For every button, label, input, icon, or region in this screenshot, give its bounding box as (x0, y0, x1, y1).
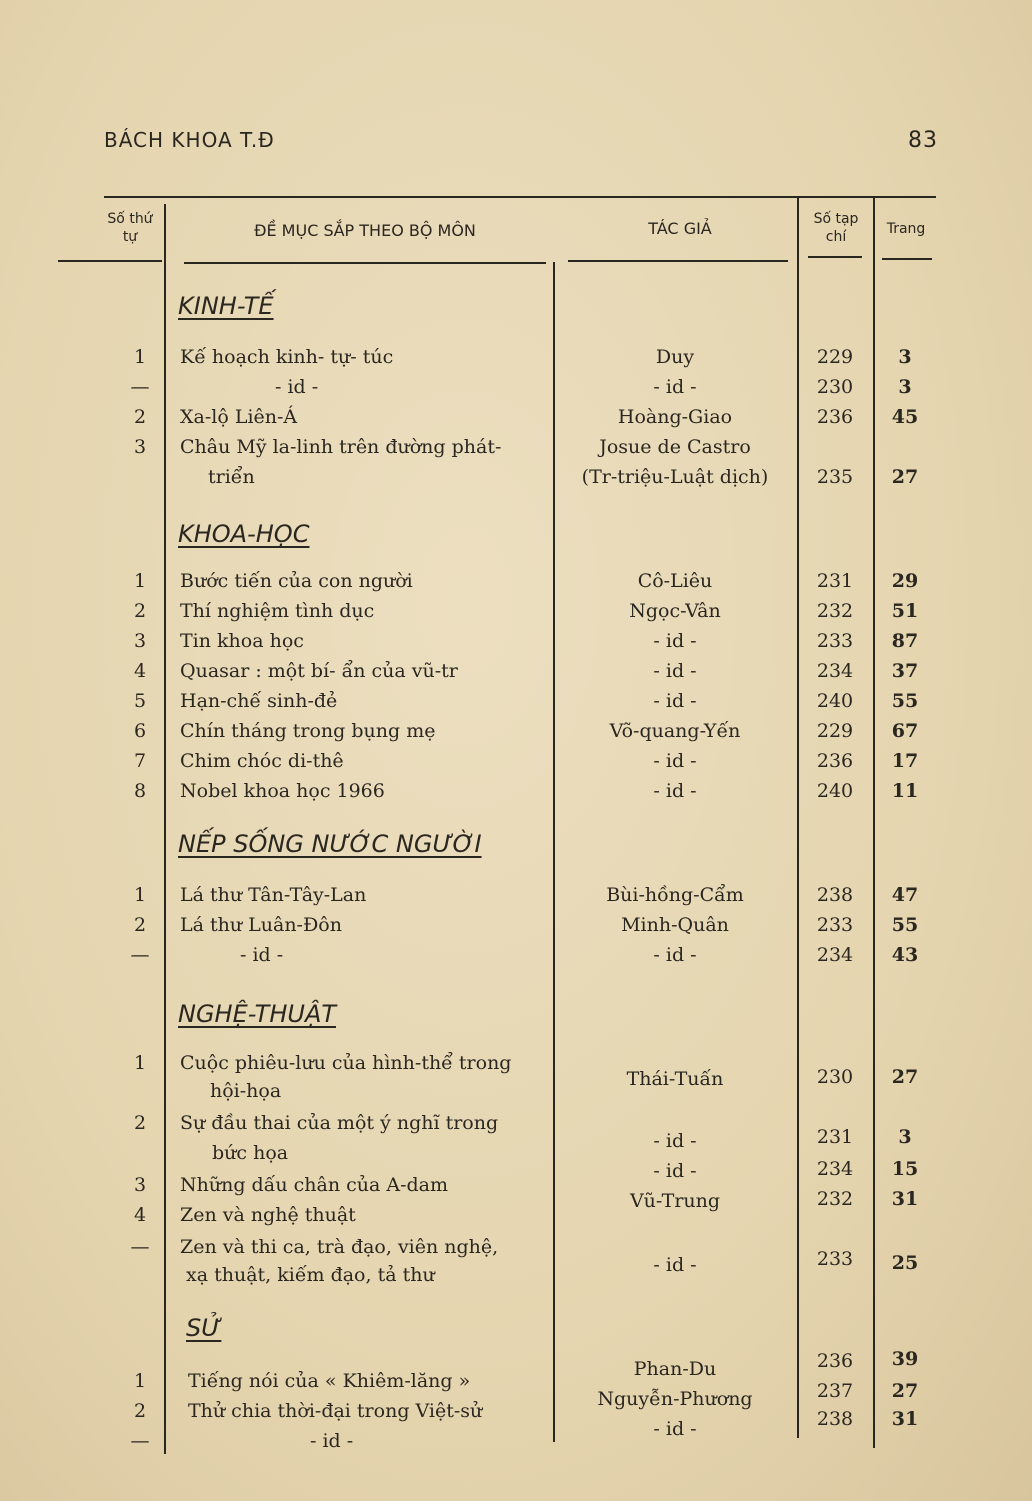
row-author: Hoàng-Giao (617, 406, 733, 428)
table-row (0, 346, 1032, 376)
row-page: 29 (891, 570, 919, 592)
row-author: Nguyễn-Phương (597, 1388, 753, 1410)
row-title: Chim chóc di-thê (180, 750, 344, 772)
row-title: Tin khoa học (180, 630, 304, 652)
row-page: 17 (891, 750, 919, 772)
row-number: 1 (133, 884, 147, 906)
row-page: 55 (891, 690, 919, 712)
row-page: 27 (891, 1380, 919, 1402)
row-author: - id - (653, 750, 697, 772)
row-issue: 234 (816, 1158, 854, 1180)
row-issue: 235 (816, 466, 854, 488)
row-page: 67 (891, 720, 919, 742)
row-author: Thái-Tuấn (626, 1068, 724, 1090)
table-row (0, 630, 1032, 660)
header-number: Số thứ tự (107, 211, 153, 245)
row-author-continued: (Tr-triệu-Luật dịch) (581, 466, 769, 488)
row-number: 1 (133, 346, 147, 368)
table-row (0, 406, 1032, 436)
table-row-continued (0, 466, 1032, 496)
row-title-continued: hội-họa (210, 1080, 282, 1102)
row-page: 15 (891, 1158, 919, 1180)
table-row (0, 750, 1032, 780)
row-author: - id - (653, 660, 697, 682)
row-page: 43 (891, 944, 919, 966)
row-number: 2 (133, 1400, 147, 1422)
row-title: Zen và nghệ thuật (180, 1204, 356, 1226)
header-page: Trang (886, 221, 926, 237)
row-issue: 229 (816, 720, 854, 742)
row-title: Kế hoạch kinh- tự- túc (180, 346, 394, 368)
row-issue: 231 (816, 570, 854, 592)
row-page: 3 (898, 346, 912, 368)
row-number: 1 (133, 570, 147, 592)
row-author: Phan-Du (633, 1358, 717, 1380)
journal-title: BÁCH KHOA T.Đ (104, 128, 275, 152)
row-title-continued: bức họa (212, 1142, 289, 1164)
table-top-rule (104, 196, 936, 198)
running-head (104, 128, 938, 158)
row-author: - id - (653, 1130, 697, 1152)
row-issue: 233 (816, 914, 854, 936)
row-title: Hạn-chế sinh-đẻ (180, 690, 338, 712)
row-title: Thử chia thời-đại trong Việt-sử (188, 1400, 483, 1422)
row-title: Những dấu chân của A-dam (180, 1174, 448, 1196)
row-author: - id - (653, 1160, 697, 1182)
header-rule-issue (808, 256, 862, 258)
row-title: Bước tiến của con người (180, 570, 413, 592)
section-title: KINH-TẾ (178, 292, 274, 320)
row-number: 3 (133, 630, 147, 652)
row-page: 3 (898, 1126, 912, 1148)
row-issue: 237 (816, 1380, 854, 1402)
row-author: - id - (653, 630, 697, 652)
row-number: 7 (133, 750, 147, 772)
row-title-continued: xạ thuật, kiếm đạo, tả thư (186, 1264, 435, 1286)
row-page: 3 (898, 376, 912, 398)
row-number: 1 (133, 1370, 147, 1392)
row-author: - id - (653, 780, 697, 802)
row-issue: 238 (816, 1408, 854, 1430)
row-issue: 230 (816, 1066, 854, 1088)
row-page: 31 (891, 1188, 919, 1210)
row-issue: 234 (816, 660, 854, 682)
row-number: 5 (133, 690, 147, 712)
row-page: 37 (891, 660, 919, 682)
table-row (0, 944, 1032, 974)
row-number: — (130, 1430, 150, 1452)
row-number: 8 (133, 780, 147, 802)
row-issue: 229 (816, 346, 854, 368)
section-title: SỬ (186, 1314, 222, 1342)
row-issue: 234 (816, 944, 854, 966)
row-issue: 230 (816, 376, 854, 398)
row-author: - id - (653, 1254, 697, 1276)
row-page: 27 (891, 1066, 919, 1088)
row-author: Bùi-hồng-Cẩm (606, 884, 744, 906)
row-title: - id - (310, 1430, 354, 1452)
table-row (0, 660, 1032, 690)
row-author: Vũ-Trung (629, 1190, 721, 1212)
row-number: 2 (133, 914, 147, 936)
table-row (0, 600, 1032, 630)
row-page: 51 (891, 600, 919, 622)
row-issue: 233 (816, 1248, 854, 1270)
row-title: Tiếng nói của « Khiêm-lăng » (188, 1370, 471, 1392)
row-number: 2 (133, 406, 147, 428)
row-page: 39 (891, 1348, 919, 1370)
row-page: 87 (891, 630, 919, 652)
section-title: KHOA-HỌC (178, 520, 310, 548)
row-number: — (130, 1236, 150, 1258)
row-number: 4 (133, 660, 147, 682)
row-title: - id - (240, 944, 284, 966)
row-title: Quasar : một bí- ẩn của vũ-tr (180, 660, 458, 682)
table-row (0, 914, 1032, 944)
table-row (0, 1188, 1032, 1234)
row-issue: 240 (816, 690, 854, 712)
row-title: Xa-lộ Liên-Á (180, 406, 298, 428)
row-author: Võ-quang-Yến (609, 720, 741, 742)
row-title: Sự đầu thai của một ý nghĩ trong (180, 1112, 499, 1134)
row-issue: 232 (816, 1188, 854, 1210)
row-number: — (130, 376, 150, 398)
row-author: Minh-Quân (621, 914, 729, 936)
section-title: NGHỆ-THUẬT (178, 1000, 337, 1028)
row-title: Zen và thi ca, trà đạo, viên nghệ, (180, 1236, 499, 1258)
header-rule-number (58, 260, 162, 262)
row-page: 11 (891, 780, 919, 802)
row-page: 31 (891, 1408, 919, 1430)
row-number: — (130, 944, 150, 966)
row-issue: 232 (816, 600, 854, 622)
row-author: - id - (653, 690, 697, 712)
row-issue: 233 (816, 630, 854, 652)
row-author: Duy (655, 346, 695, 368)
header-issue: Số tạp chí (813, 211, 859, 245)
page-number: 83 (908, 128, 938, 153)
row-author: Ngọc-Vân (629, 600, 721, 622)
row-title-continued: triển (208, 466, 255, 488)
table-row-continued (0, 1066, 1032, 1110)
row-author: Josue de Castro (599, 436, 751, 458)
table-row (0, 690, 1032, 720)
section-title: NẾP SỐNG NƯỚC NGƯỜI (178, 830, 482, 858)
header-subject: ĐỀ MỤC SẮP THEO BỘ MÔN (254, 221, 476, 240)
row-number: 3 (133, 1174, 147, 1196)
row-page: 47 (891, 884, 919, 906)
row-number: 6 (133, 720, 147, 742)
header-rule-page (882, 258, 932, 260)
row-issue: 236 (816, 1350, 854, 1372)
row-author: - id - (653, 1418, 697, 1440)
header-author: TÁC GIẢ (648, 219, 712, 238)
row-page: 45 (891, 406, 919, 428)
row-title: Cuộc phiêu-lưu của hình-thể trong (180, 1052, 512, 1074)
row-author: - id - (653, 944, 697, 966)
row-title: Châu Mỹ la-linh trên đường phát- (180, 436, 502, 458)
row-number: 3 (133, 436, 147, 458)
header-rule-author (568, 260, 788, 262)
row-issue: 240 (816, 780, 854, 802)
row-number: 2 (133, 600, 147, 622)
row-issue: 238 (816, 884, 854, 906)
table-row (0, 720, 1032, 750)
row-title: Chín tháng trong bụng mẹ (180, 720, 436, 742)
table-row (0, 780, 1032, 810)
row-issue: 236 (816, 750, 854, 772)
row-issue: 236 (816, 406, 854, 428)
table-row (0, 570, 1032, 600)
table-row (0, 436, 1032, 466)
row-issue: 231 (816, 1126, 854, 1148)
table-row (0, 376, 1032, 406)
row-title: Nobel khoa học 1966 (180, 780, 385, 802)
row-page: 27 (891, 466, 919, 488)
row-page: 25 (891, 1252, 919, 1274)
row-number: 2 (133, 1112, 147, 1134)
row-title: - id - (275, 376, 319, 398)
row-title: Thí nghiệm tình dục (180, 600, 375, 622)
table-row-continued (0, 1248, 1032, 1294)
row-title: Lá thư Luân-Đôn (180, 914, 342, 936)
table-row (0, 884, 1032, 914)
row-author: Cô-Liêu (637, 570, 713, 592)
row-title: Lá thư Tân-Tây-Lan (180, 884, 367, 906)
row-author: - id - (653, 376, 697, 398)
row-page: 55 (891, 914, 919, 936)
header-rule-subject (184, 262, 546, 264)
row-number: 1 (133, 1052, 147, 1074)
row-number: 4 (133, 1204, 147, 1226)
